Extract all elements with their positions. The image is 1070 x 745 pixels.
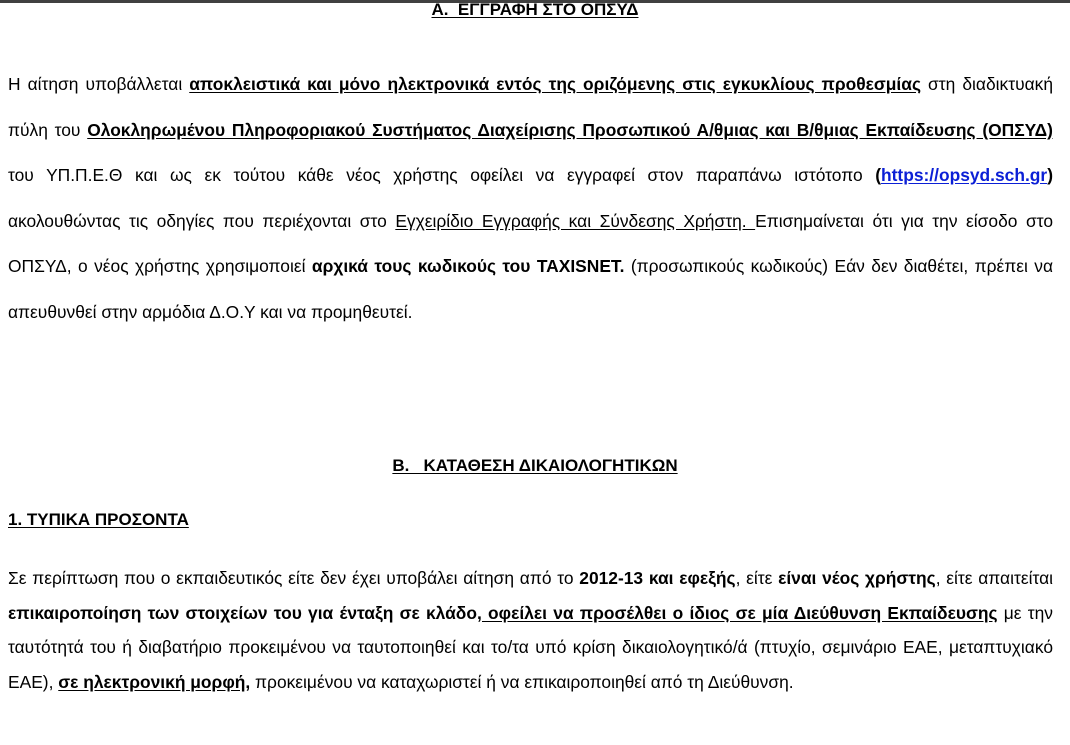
emphasis-exclusively-electronic: αποκλειστικά και μόνο ηλεκτρονικά εντός της οριζόμενης στις εγκυκλίους προθεσμίας: [189, 74, 921, 94]
emphasis-electronic-form: σε ηλεκτρονική μορφή,: [58, 671, 251, 692]
paren-open: (: [875, 165, 881, 185]
emphasis-opsyd-system-name: Ολοκληρωμένου Πληροφοριακού Συστήματος Διαχείρισης Προσωπικού Α/θμιας και Β/θμιας Εκπαίδευσης (ΟΠΣΥΔ): [87, 119, 1053, 140]
text-segment: , είτε απαιτείται: [935, 568, 1053, 588]
text-segment: Σε περίπτωση που ο εκπαιδευτικός είτε δεν έχει υποβάλει αίτηση από το: [8, 568, 580, 588]
emphasis-new-user: είναι νέος χρήστης: [778, 568, 936, 588]
text-segment: στη διαδικτυακή πύλη του: [8, 74, 1053, 140]
paren-close: ): [1047, 165, 1053, 185]
text-segment: (προσωπικούς κωδικούς) Εάν δεν διαθέτει, πρέπει να απευθυνθεί στην αρμόδια Δ.Ο.Υ και να προμηθευτεί.: [8, 256, 1053, 322]
opsyd-link[interactable]: https://opsyd.sch.gr: [881, 165, 1048, 185]
emphasis-year: 2012-13 και εφεξής: [579, 568, 736, 588]
emphasis-visit-directorate: , οφείλει να προσέλθει ο ίδιος σε μία Διεύθυνση Εκπαίδευσης: [476, 602, 998, 623]
section-a-paragraph: [8, 62, 1053, 335]
emphasis-update-data: επικαιροποίηση των στοιχείων του για ένταξη σε κλάδο: [8, 602, 477, 623]
typical-qualifications-subheading: 1. ΤΥΠΙΚΑ ΠΡΟΣΟΝΤΑ: [8, 510, 189, 529]
section-b-heading: Β. ΚΑΤΑΘΕΣΗ ΔΙΚΑΙΟΛΟΓΗΤΙΚΩΝ: [392, 456, 678, 475]
registration-manual-reference: Εγχειρίδιο Εγγραφής και Σύνδεσης Χρήστη.: [395, 210, 756, 231]
text-segment: προκειμένου να καταχωριστεί ή να επικαιροποιηθεί από τη Διεύθυνση.: [250, 671, 794, 692]
emphasis-taxisnet-codes: αρχικά τους κωδικούς του TAXISNET.: [311, 256, 625, 276]
section-b-paragraph: [8, 561, 1053, 699]
text-segment: με την ταυτότητά του ή διαβατήριο προκειμένου να ταυτοποιηθεί και το/τα υπό κρίση δικαιολογητικό/ά (πτυχίο, σεμινάριο ΕΑΕ, μεταπτυχιακό ΕΑΕ),: [8, 602, 1053, 692]
text-segment: ακολουθώντας τις οδηγίες που περιέχονται στο: [8, 210, 396, 231]
text-segment: , είτε: [735, 568, 779, 588]
section-a-heading: Α. ΕΓΓΡΑΦΗ ΣΤΟ ΟΠΣΥΔ: [431, 0, 639, 19]
text-segment: Η αίτηση υποβάλλεται: [8, 74, 190, 94]
text-segment: Επισημαίνεται ότι για την είσοδο στο ΟΠΣΥΔ, ο νέος χρήστης χρησιμοποιεί: [8, 210, 1053, 276]
text-segment: του ΥΠ.Π.Ε.Θ και ως εκ τούτου κάθε νέος χρήστης οφείλει να εγγραφεί στον παραπάνω ιστότοπο: [8, 165, 876, 185]
